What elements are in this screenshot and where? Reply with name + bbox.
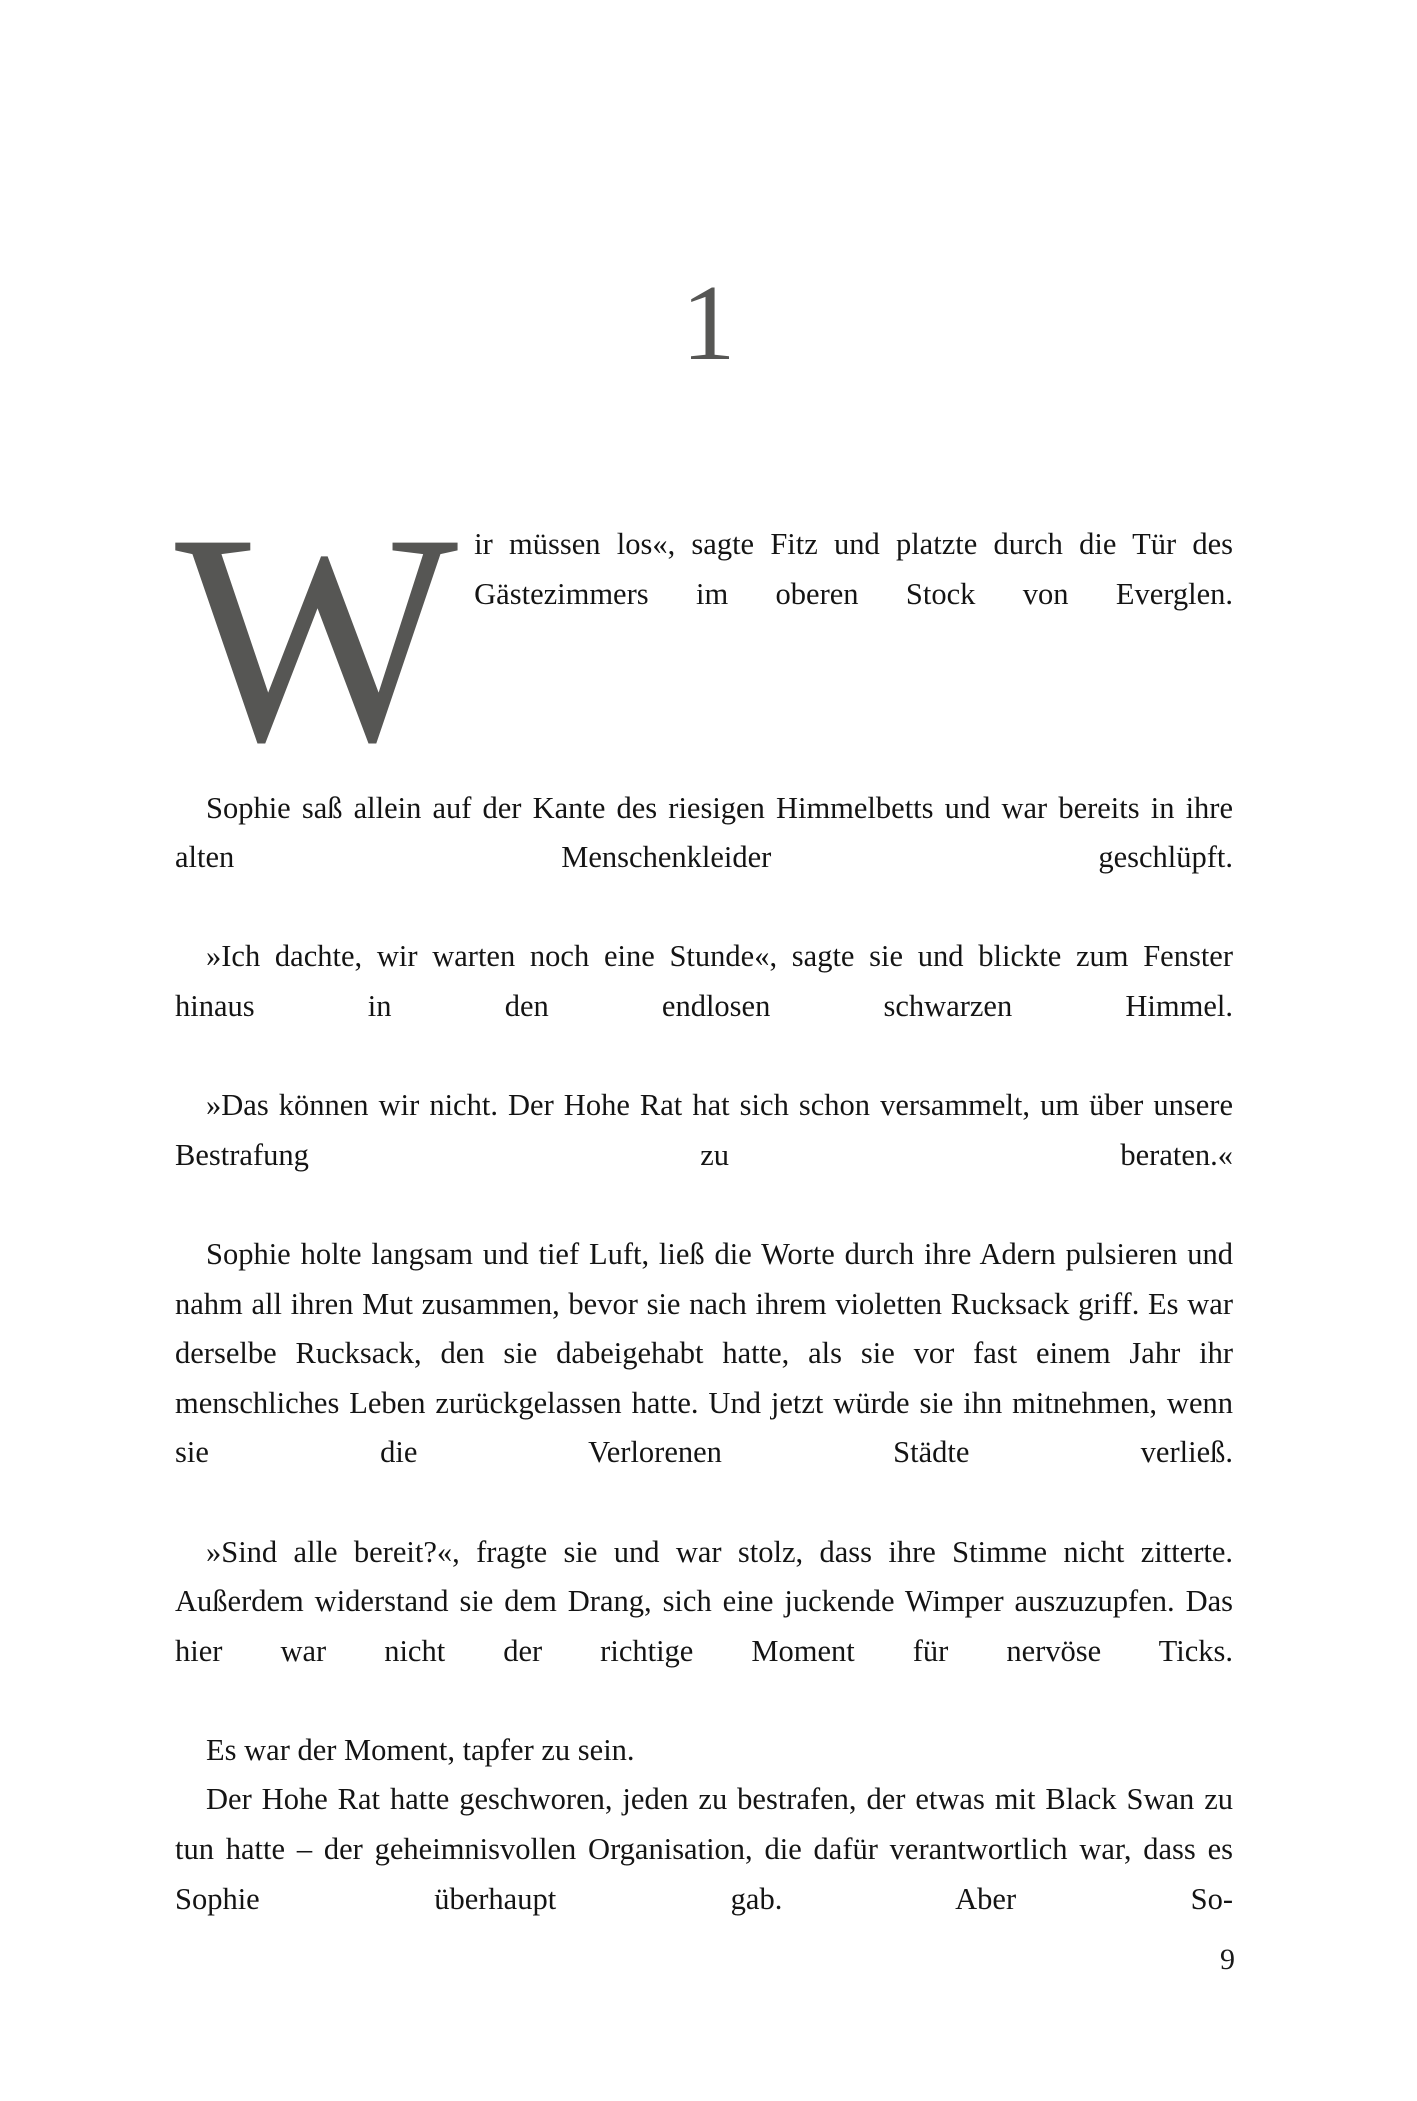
paragraph-3: »Ich dachte, wir warten noch eine Stunde«, sagte sie und blickte zum Fenster hinaus in den endlosen schwarzen Himmel. — [175, 939, 1233, 1023]
drop-cap-letter: W — [175, 472, 453, 804]
chapter-number: 1 — [681, 264, 736, 383]
paragraph-6: »Sind alle bereit?«, fragte sie und war stolz, dass ihre Stimme nicht zitterte. Außerdem widerstand sie dem Drang, sich eine juckende Wimper auszuzupfen. Das hier war nicht der richtige Moment für nervöse Ticks. — [175, 1534, 1233, 1668]
text-column — [175, 472, 1233, 1974]
paragraph-7: Es war der Moment, tapfer zu sein. — [206, 1732, 635, 1767]
paragraph-4: »Das können wir nicht. Der Hohe Rat hat sich schon versammelt, um über unsere Bestrafung zu beraten.« — [175, 1088, 1233, 1172]
paragraph-2: Sophie saß allein auf der Kante des riesigen Himmelbetts und war bereits in ihre alten Menschenkleider geschlüpft. — [175, 790, 1233, 875]
paragraph-8: Der Hohe Rat hatte geschworen, jeden zu bestrafen, der etwas mit Black Swan zu tun hatte – der geheimnisvollen Organisation, die dafür verantwortlich war, dass es Sophie überhaupt gab. Aber So- — [175, 1782, 1233, 1916]
paragraph-5: Sophie holte langsam und tief Luft, ließ die Worte durch ihre Adern pulsieren und nahm all ihren Mut zusammen, bevor sie nach ihrem violetten Rucksack griff. Es war derselbe Rucksack, den sie dabeigehabt hatte, als sie vor fast einem Jahr ihr menschliches Leben zurückgelassen hatte. Und jetzt würde sie ihn mitnehmen, wenn sie die Verlorenen Städte verließ. — [175, 1236, 1233, 1470]
paragraph-1: ir müssen los«, sagte Fitz und platzte durch die Tür des Gästezimmers im oberen Stock von Everglen. — [474, 527, 1233, 611]
page-number: 9 — [1220, 1943, 1235, 1976]
